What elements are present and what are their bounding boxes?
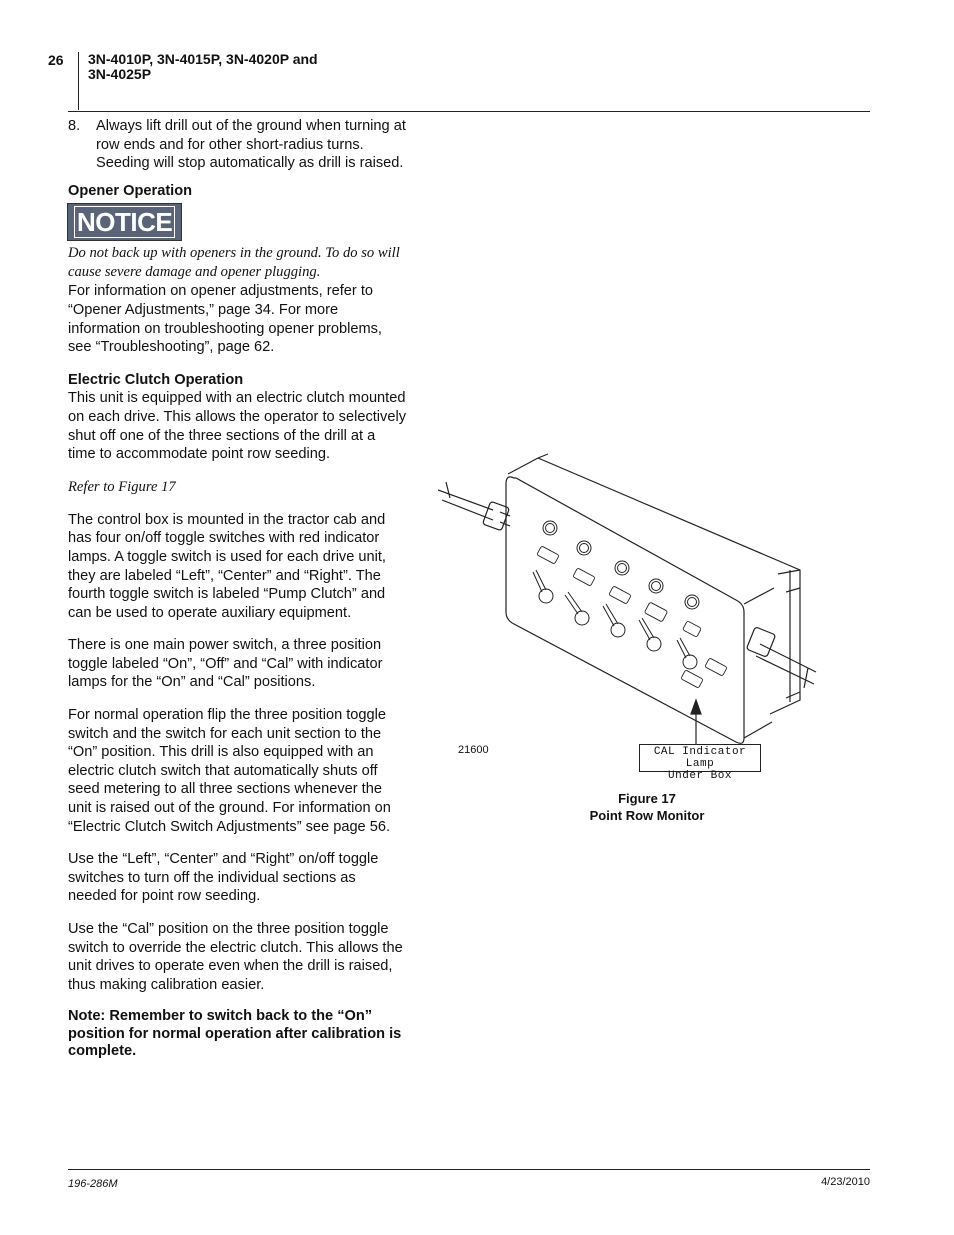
- document-title-line2: 3N-4025P: [88, 66, 152, 82]
- calibration-note: Note: Remember to switch back to the “On” position for normal operation after calibration is complete.: [68, 1008, 402, 1060]
- callout-line1: CAL Indicator Lamp: [653, 746, 747, 770]
- header-rule: [68, 111, 870, 112]
- revision-date: 4/23/2010: [821, 1176, 870, 1188]
- clutch-paragraph-1: The control box is mounted in the tractor cab and has four on/off toggle switches with red indicator lamps. A toggle switch is used for each drive unit, they are labeled “Left”, “Center” and “Right”. The fourth toggle switch is labeled “Pump Clutch” and can be used to operate auxiliary equipment.: [68, 511, 386, 621]
- clutch-heading: Electric Clutch Operation: [68, 371, 244, 388]
- notice-box: [68, 204, 406, 240]
- step-8-text: Always lift drill out of the ground when turning at row ends and for other short-radius turns. Seeding will stop automatically as drill is raised.: [96, 118, 406, 172]
- clutch-intro: This unit is equipped with an electric clutch mounted on each drive. This allows the operator to selectively shut off one of the three sections of the drill at a time to accommodate point row seeding.: [68, 390, 406, 463]
- figure-caption-number: Figure 17: [618, 791, 676, 806]
- document-title-line1: 3N-4010P, 3N-4015P, 3N-4020P and: [88, 51, 318, 67]
- figure-reference: Refer to Figure 17: [68, 478, 176, 495]
- point-row-monitor-illustration: [438, 452, 818, 752]
- callout-line2: Under Box: [668, 770, 732, 782]
- document-number: 196-286M: [68, 1178, 118, 1190]
- opener-heading: Opener Operation: [68, 182, 193, 199]
- clutch-paragraph-3: For normal operation flip the three position toggle switch and the switch for each unit section to the “On” position. This drill is also equipped with an electric clutch switch that automatically shuts off seed metering to all three sections whenever the unit is raised out of the ground. For information on “Electric Clutch Switch Adjustments” see page 56.: [68, 707, 391, 835]
- clutch-paragraph-5: Use the “Cal” position on the three position toggle switch to override the electric clutch. This allows the unit drives to operate even when the drill is raised, thus making calibration easier.: [68, 921, 403, 993]
- notice-text: Do not back up with openers in the ground. To do so will cause severe damage and opener plugging.: [68, 245, 400, 281]
- figure-reference-number: 21600: [458, 744, 489, 756]
- opener-body: For information on opener adjustments, refer to “Opener Adjustments,” page 34. For more information on troubleshooting opener problems, see “Troubleshooting”, page 62.: [68, 283, 382, 356]
- figure-caption: [560, 790, 734, 824]
- footer-rule: [68, 1169, 870, 1170]
- step-8-number: 8.: [68, 118, 81, 134]
- clutch-paragraph-2: There is one main power switch, a three position toggle labeled “On”, “Off” and “Cal” with indicator lamps for the “On” and “Cal” positions.: [68, 637, 383, 691]
- page-number: 26: [48, 52, 64, 68]
- cal-lamp-callout: [639, 744, 761, 782]
- figure-caption-title: Point Row Monitor: [589, 808, 705, 823]
- left-column: [68, 117, 406, 1061]
- notice-badge: [68, 204, 181, 240]
- header-divider: [78, 52, 79, 110]
- clutch-paragraph-4: Use the “Left”, “Center” and “Right” on/off toggle switches to turn off the individual sections as needed for point row seeding.: [68, 851, 379, 905]
- notice-label: NOTICE: [74, 206, 175, 238]
- step-8: [68, 117, 406, 173]
- document-title: [88, 52, 388, 82]
